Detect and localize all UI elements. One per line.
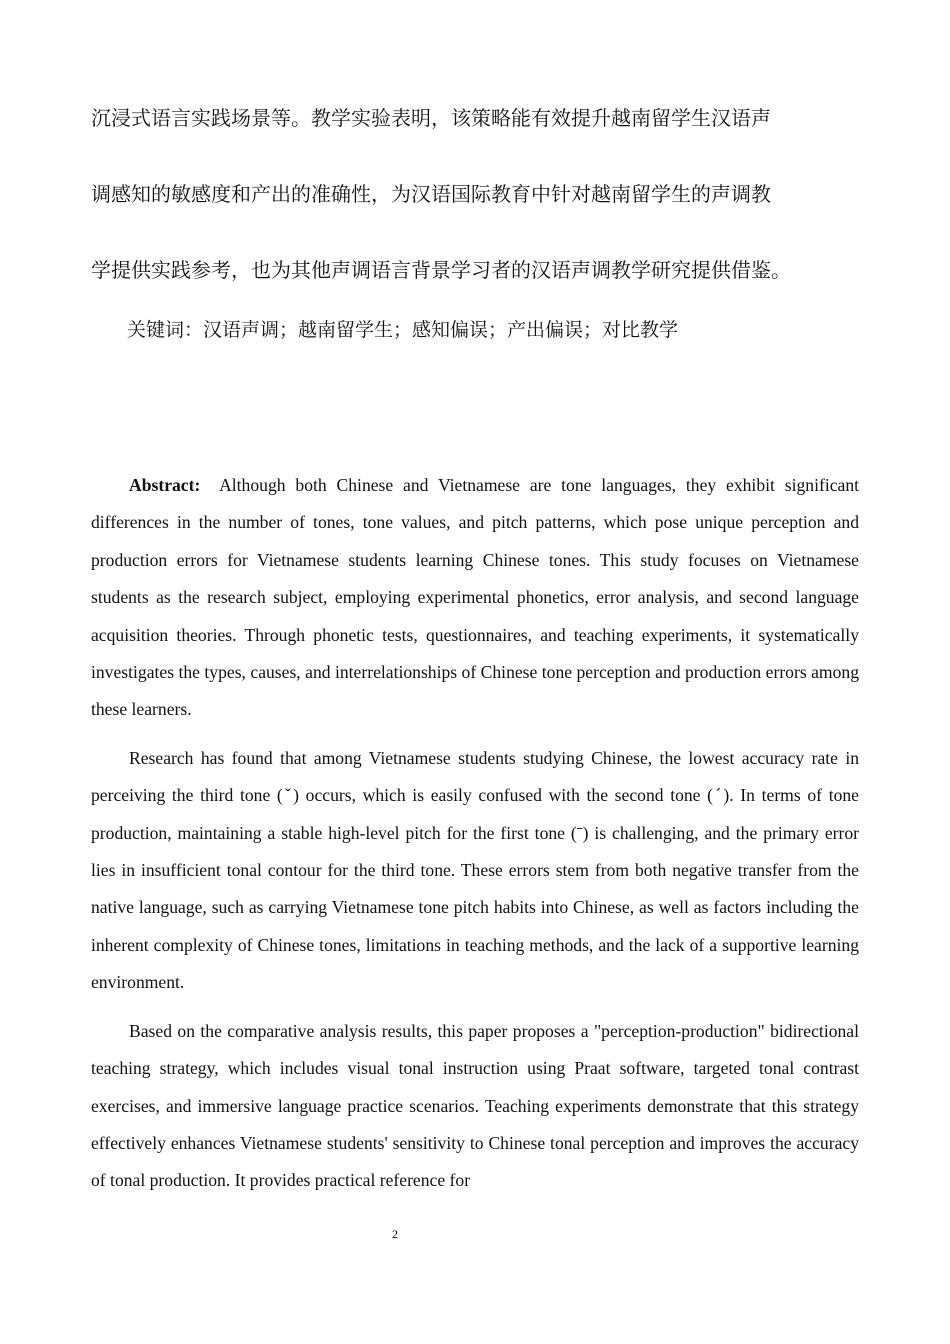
page-number: 2 bbox=[392, 1227, 398, 1241]
chinese-abstract-line: 沉浸式语言实践场景等。教学实验表明，该策略能有效提升越南留学生汉语声 bbox=[91, 106, 771, 130]
chinese-abstract-line: 学提供实践参考，也为其他声调语言背景学习者的汉语声调教学研究提供借鉴。 bbox=[91, 258, 791, 282]
chinese-abstract-line: 调感知的敏感度和产出的准确性，为汉语国际教育中针对越南留学生的声调教 bbox=[91, 182, 771, 206]
english-abstract-paragraph: Research has found that among Vietnamese students studying Chinese, the lowest accuracy rate in perceiving the third tone (ˇ) occurs, which is easily confused with the second tone (ˊ). In terms of tone production, maintaining a stable high-level pitch for the first tone (ˉ) is challenging, and the primary error lies in insufficient tonal contour for the third tone. These errors stem from both negative transfer from the native language, such as carrying Vietnamese tone pitch habits into Chinese, as well as factors including the inherent complexity of Chinese tones, limitations in teaching methods, and the lack of a supportive learning environment. bbox=[91, 747, 859, 993]
abstract-label: Abstract: bbox=[129, 475, 201, 495]
english-abstract-paragraph bbox=[91, 467, 859, 729]
english-abstract-paragraph: Based on the comparative analysis results, this paper proposes a "perception-production" bidirectional teaching strategy, which includes visual tonal instruction using Praat software, targeted tonal contrast exercises, and immersive language practice scenarios. Teaching experiments demonstrate that this strategy effectively enhances Vietnamese students' sensitivity to Chinese tonal perception and improves the accuracy of tonal production. It provides practical reference for bbox=[91, 1020, 859, 1191]
english-abstract-paragraph-text: Although both Chinese and Vietnamese are tone languages, they exhibit significant differences in the number of tones, tone values, and pitch patterns, which pose unique perception and production errors for Vietnamese students learning Chinese tones. This study focuses on Vietnamese students as the research subject, employing experimental phonetics, error analysis, and second language acquisition theories. Through phonetic tests, questionnaires, and teaching experiments, it systematically investigates the types, causes, and interrelationships of Chinese tone perception and production errors among these learners. bbox=[91, 475, 860, 720]
english-abstract bbox=[91, 467, 859, 1211]
chinese-keywords: 关键词：汉语声调；越南留学生；感知偏误；产出偏误；对比教学 bbox=[127, 319, 679, 341]
chinese-abstract-body bbox=[91, 96, 859, 292]
